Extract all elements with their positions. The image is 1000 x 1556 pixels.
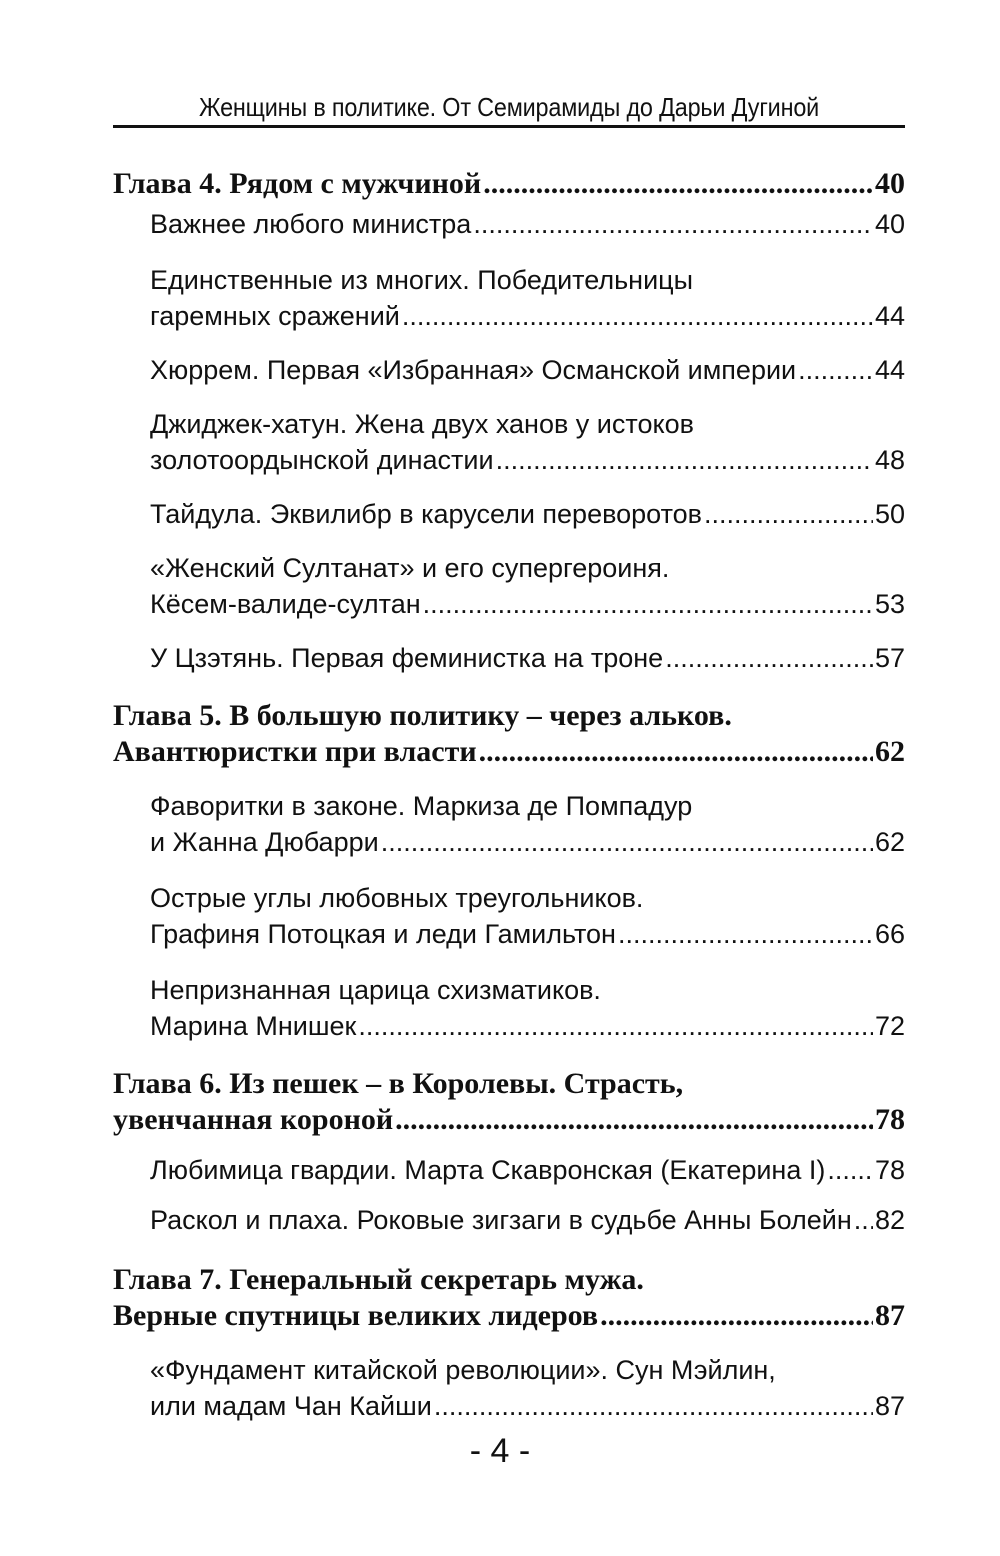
toc-section-entry: [113, 262, 905, 334]
dot-leader: [665, 640, 873, 676]
toc-entry-title-line: гаремных сражений: [150, 301, 400, 331]
toc-entry-row: [150, 298, 905, 334]
toc-entry-title-line: Джиджек-хатун. Жена двух ханов у истоков: [150, 409, 694, 439]
dot-leader: [358, 1008, 873, 1044]
dot-leader: [402, 298, 873, 334]
toc-page-number: 87: [875, 1299, 905, 1332]
toc-section-entry: [113, 1152, 905, 1188]
toc-chapter-entry: [113, 166, 905, 202]
toc-entry-row: [113, 1102, 905, 1138]
toc-entry-title-line: Единственные из многих. Победительницы: [150, 265, 694, 295]
toc-page-number: 44: [874, 301, 905, 331]
toc-entry-title-line: Кёсем-валиде-султан: [150, 589, 421, 619]
toc-entry-title-line: Раскол и плаха. Роковые зигзаги в судьбе Анны Болейн: [150, 1205, 852, 1235]
toc-entry-title-line: Острые углы любовных треугольников.: [150, 883, 644, 913]
toc-page-number: 66: [874, 919, 905, 949]
toc-entry-title-line: и Жанна Дюбарри: [150, 827, 379, 857]
dot-leader: [618, 916, 873, 952]
toc-entry-row: [150, 206, 905, 242]
toc-entry-row: [150, 442, 905, 478]
toc-section-entry: [113, 206, 905, 242]
toc-page-number: 40: [874, 209, 905, 239]
toc-page-number: 50: [874, 499, 905, 529]
toc-entry-title-line: «Фундамент китайской революции». Сун Мэйлин,: [150, 1355, 776, 1385]
toc-page-number: 72: [874, 1011, 905, 1041]
dot-leader: [395, 1102, 873, 1138]
toc-page-number: 87: [874, 1391, 905, 1421]
toc-entry-title-line: или мадам Чан Кайши: [150, 1391, 432, 1421]
toc-entry-title-line: увенчанная короной: [113, 1103, 394, 1136]
toc-entry-row: [150, 352, 905, 388]
header-rule: [113, 125, 905, 128]
toc-entry-title-line: Фаворитки в законе. Маркиза де Помпадур: [150, 791, 693, 821]
toc-page-number: 48: [874, 445, 905, 475]
toc-entry-title-line: Хюррем. Первая «Избранная» Османской империи: [150, 355, 797, 385]
toc-section-entry: [113, 1352, 905, 1424]
table-of-contents: [113, 148, 905, 1424]
toc-page-number: 78: [874, 1155, 905, 1185]
toc-page-number: 57: [874, 643, 905, 673]
toc-entry-row: [150, 916, 905, 952]
toc-entry-row: [150, 1008, 905, 1044]
toc-page-number: 53: [874, 589, 905, 619]
dot-leader: [798, 352, 873, 388]
toc-entry-title-line: «Женский Султанат» и его супергероиня.: [150, 553, 670, 583]
toc-entry-row: [150, 496, 905, 532]
toc-section-entry: [113, 496, 905, 532]
toc-section-entry: [113, 352, 905, 388]
dot-leader: [483, 166, 873, 202]
toc-entry-title-line: У Цзэтянь. Первая феминистка на троне: [150, 643, 664, 673]
toc-section-entry: [113, 972, 905, 1044]
toc-entry-title-line: Глава 6. Из пешек – в Королевы. Страсть,: [113, 1067, 684, 1100]
toc-entry-row: [150, 824, 905, 860]
toc-entry-row: [150, 1152, 905, 1188]
toc-entry-title-line: Глава 5. В большую политику – через альков.: [113, 699, 732, 732]
dot-leader: [496, 442, 873, 478]
toc-entry-row: [150, 586, 905, 622]
toc-entry-title-line: Марина Мнишек: [150, 1011, 357, 1041]
toc-entry-title-line: Важнее любого министра: [150, 209, 472, 239]
toc-entry-title-line: Глава 7. Генеральный секретарь мужа.: [113, 1263, 644, 1296]
running-head: Женщины в политике. От Семирамиды до Дарьи Дугиной: [198, 92, 820, 122]
toc-page-number: 40: [875, 167, 905, 200]
toc-entry-row: [113, 166, 905, 202]
toc-page-number: 82: [874, 1205, 905, 1235]
toc-entry-row: [150, 640, 905, 676]
toc-entry-title-line: Верные спутницы великих лидеров: [113, 1299, 599, 1332]
toc-entry-row: [150, 1202, 905, 1238]
dot-leader: [854, 1202, 873, 1238]
toc-section-entry: [113, 640, 905, 676]
toc-entry-title-line: Глава 4. Рядом с мужчиной: [113, 167, 482, 200]
dot-leader: [479, 734, 873, 770]
toc-entry-title-line: золотоордынской династии: [150, 445, 494, 475]
page-number: - 4 -: [469, 1432, 531, 1470]
toc-chapter-entry: [113, 698, 905, 770]
dot-leader: [473, 206, 873, 242]
toc-chapter-entry: [113, 1262, 905, 1334]
dot-leader: [600, 1298, 873, 1334]
toc-section-entry: [113, 406, 905, 478]
toc-entry-row: [113, 734, 905, 770]
dot-leader: [381, 824, 873, 860]
toc-section-entry: [113, 550, 905, 622]
toc-entry-title-line: Тайдула. Эквилибр в карусели переворотов: [150, 499, 702, 529]
dot-leader: [704, 496, 873, 532]
toc-page-number: 44: [874, 355, 905, 385]
toc-page-number: 78: [875, 1103, 905, 1136]
toc-chapter-entry: [113, 1066, 905, 1138]
toc-entry-row: [113, 1298, 905, 1334]
toc-section-entry: [113, 1202, 905, 1238]
toc-section-entry: [113, 788, 905, 860]
dot-leader: [434, 1388, 873, 1424]
dot-leader: [423, 586, 873, 622]
toc-section-entry: [113, 880, 905, 952]
toc-entry-title-line: Непризнанная царица схизматиков.: [150, 975, 601, 1005]
toc-entry-title-line: Любимица гвардии. Марта Скавронская (Екатерина I): [150, 1155, 826, 1185]
dot-leader: [827, 1152, 873, 1188]
toc-entry-row: [150, 1388, 905, 1424]
toc-entry-title-line: Графиня Потоцкая и леди Гамильтон: [150, 919, 616, 949]
toc-entry-title-line: Авантюристки при власти: [113, 735, 477, 768]
toc-page-number: 62: [874, 827, 905, 857]
toc-page-number: 62: [875, 735, 905, 768]
